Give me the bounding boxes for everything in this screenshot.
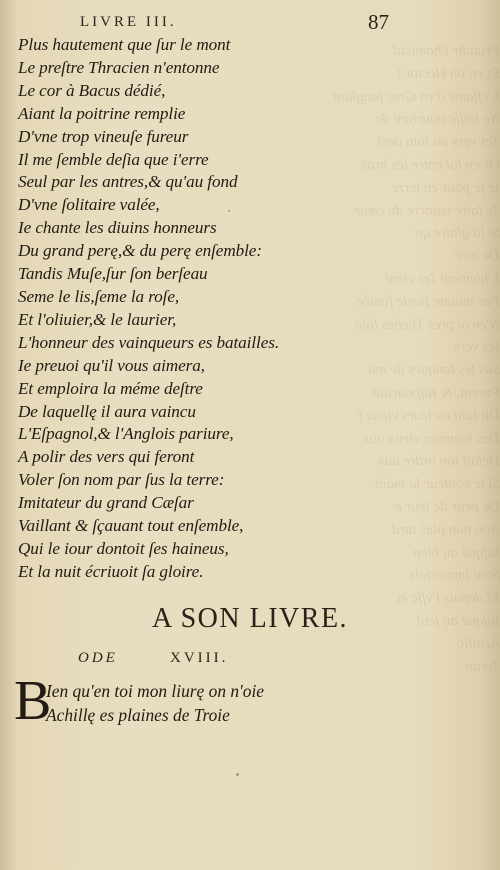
verse-line: De laquellę il aura vaincu bbox=[18, 401, 196, 421]
verse-line: Seul par les antres,& qu'au fond bbox=[18, 172, 238, 192]
verse-line: Et l'oliuier,& le laurier, bbox=[18, 309, 177, 329]
verse-line: L'honneur des vainqueurs es batailles. bbox=[18, 332, 280, 352]
verse-line: D'vne trop vineuſe fureur bbox=[18, 126, 189, 146]
verse-line: A polir des vers qui feront bbox=[18, 447, 195, 467]
section-title: A SON LIVRE. bbox=[151, 603, 349, 634]
poem-verse bbox=[18, 34, 279, 584]
verse-line: Seme le lis,ſeme la roſe, bbox=[18, 286, 180, 306]
ode-line: Achillę es plaines de Troie bbox=[46, 705, 230, 725]
ode-heading bbox=[78, 650, 378, 667]
verse-line: Aiant la poitrine remplie bbox=[18, 103, 186, 123]
verse-line: Le cor à Bacus dédié, bbox=[18, 80, 166, 100]
paper-speck bbox=[228, 210, 230, 212]
ode-line: Ien qu'en toi mon liurę on n'oie bbox=[46, 681, 265, 701]
ode-number: XVIII. bbox=[170, 650, 229, 666]
verse-line: Tandis Muſe,ſur ſon berſeau bbox=[18, 264, 208, 284]
verse-line: Et emploira la méme deſtre bbox=[18, 378, 203, 398]
show-through-text: Pruadir l'homicid Et en on Hector i L'effamé d'vn Grec fanglant Ne laiſſe pourtant de Tes vers au loin decl Or en toi entre les bras Ie ſe pour en terre Te faire vaincre du cœur Si la gloire qu De mer L'honneur les vient Par mainte ſiecle fumée N'en oi pres Thebes loin Ies vers Sus les langues de ma Furent, & Iaſpourtait Dit tant eu leurs vieux ſ Des hommes vieux aux Defait ton ordre aux Si le conteur la main De peur de leur e Non non plus tard Iuſque au bien Sont immortels Et depuis l'vſſe et Iuſque au ſeul Achillo Teran bbox=[332, 43, 500, 675]
verse-line: Voler ſon nom par ſus la terre: bbox=[18, 470, 225, 490]
verse-line: Le preſtre Thracien n'entonne bbox=[18, 57, 220, 77]
verse-line: Du grand perę,& du perę enſemble: bbox=[18, 241, 262, 261]
page-header bbox=[0, 6, 500, 36]
verse-line: Il me ſemble deſia que i'erre bbox=[18, 149, 209, 169]
verse-line: Et la nuit écriuoit ſa gloire. bbox=[18, 561, 204, 581]
ode-label: ODE bbox=[78, 650, 118, 666]
paper-speck bbox=[236, 773, 239, 776]
page-number: 87 bbox=[368, 10, 389, 34]
verse-line: Qui le iour dontoit ſes haineus, bbox=[18, 538, 229, 558]
verse-line: Ie preuoi qu'il vous aimera, bbox=[18, 355, 205, 375]
verse-line: Ie chante les diuins honneurs bbox=[18, 218, 217, 238]
verse-line: Vaillant & ſçauant tout enſemble, bbox=[18, 516, 244, 536]
verse-line: D'vne ſolitaire valée, bbox=[18, 195, 160, 215]
verse-line: Imitateur du grand Cæſar bbox=[18, 493, 194, 513]
verse-line: Plus hautement que ſur le mont bbox=[18, 35, 231, 54]
verse-line: L'Eſpagnol,& l'Anglois pariure, bbox=[18, 424, 234, 444]
drop-cap: B bbox=[14, 670, 52, 732]
running-head: LIVRE III. bbox=[80, 14, 177, 30]
